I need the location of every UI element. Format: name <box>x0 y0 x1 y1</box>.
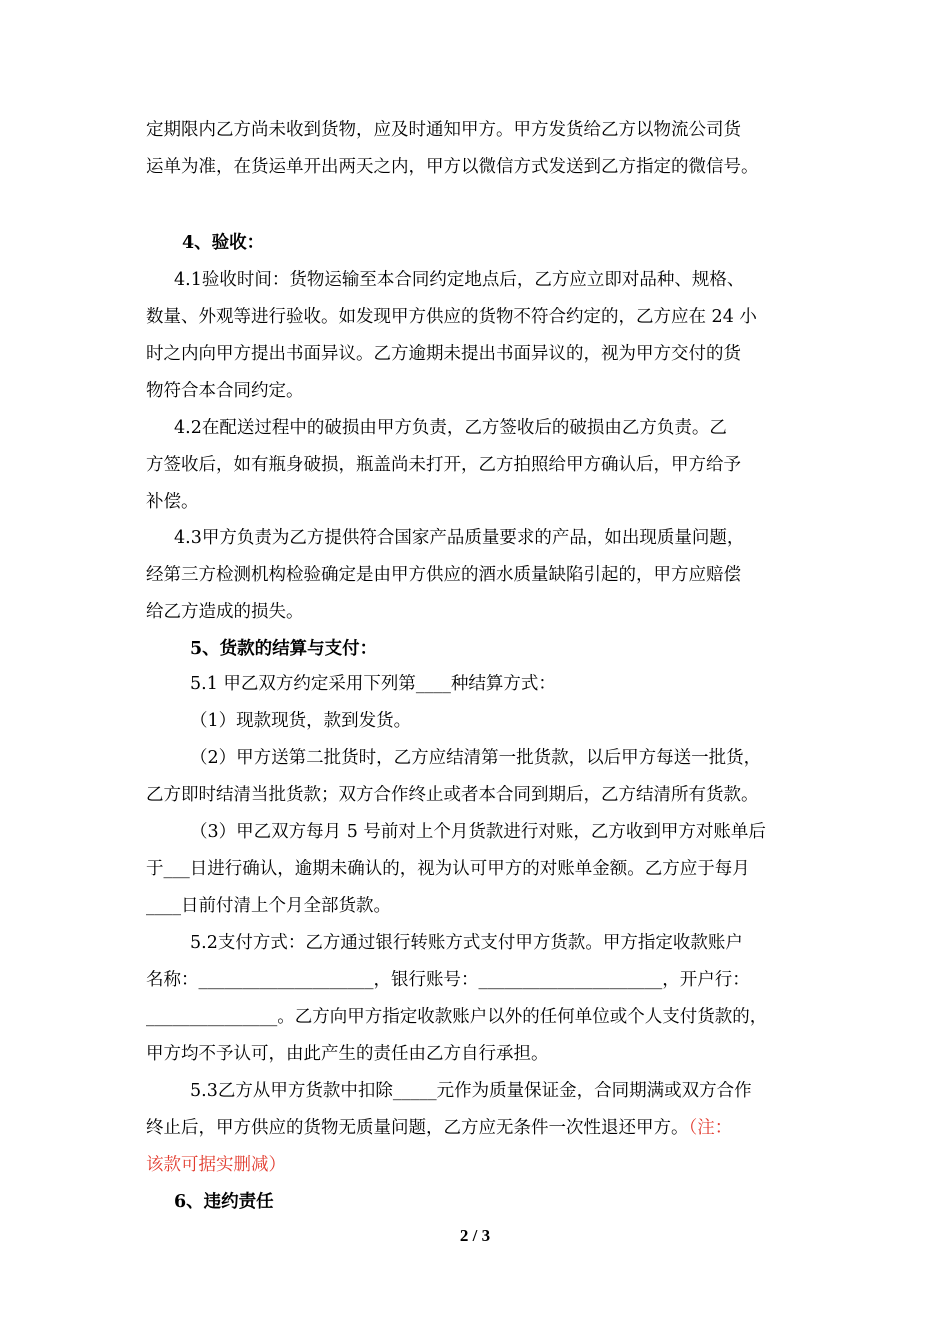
page-number: 2 / 3 <box>459 1226 491 1245</box>
text-line: 定期限内乙方尚未收到货物，应及时通知甲方。甲方发货给乙方以物流公司货 <box>146 120 741 140</box>
text-line: 5.2支付方式：乙方通过银行转账方式支付甲方货款。甲方指定收款账户 <box>190 933 743 953</box>
text-line: 补偿。 <box>146 492 199 512</box>
text-line: 5.3乙方从甲方货款中扣除_____元作为质量保证金，合同期满或双方合作 <box>190 1081 752 1101</box>
text-line: 4.1验收时间：货物运输至本合同约定地点后，乙方应立即对品种、规格、 <box>174 270 745 290</box>
text-line: 于___日进行确认，逾期未确认的，视为认可甲方的对账单金额。乙方应于每月 <box>146 859 750 879</box>
text-line: 方签收后，如有瓶身破损，瓶盖尚未打开，乙方拍照给甲方确认后，甲方给予 <box>146 455 741 475</box>
text-line: 数量、外观等进行验收。如发现甲方供应的货物不符合约定的，乙方应在 24 小 <box>146 307 757 327</box>
text-line: 名称：____________________，银行账号：_____________________，开户行： <box>146 970 750 990</box>
text-line: 物符合本合同约定。 <box>146 381 304 401</box>
text-line: 时之内向甲方提出书面异议。乙方逾期未提出书面异议的，视为甲方交付的货 <box>146 344 741 364</box>
text-line: 经第三方检测机构检验确定是由甲方供应的酒水质量缺陷引起的，甲方应赔偿 <box>146 565 741 585</box>
section-heading-6: 6、违约责任 <box>174 1192 274 1212</box>
text-line: _______________。乙方向甲方指定收款账户以外的任何单位或个人支付货款的， <box>146 1007 768 1027</box>
text-line: 甲方均不予认可，由此产生的责任由乙方自行承担。 <box>146 1044 549 1064</box>
text-line: （3）甲乙双方每月 5 号前对上个月货款进行对账，乙方收到甲方对账单后 <box>190 822 766 842</box>
note-red: （注： <box>688 1118 733 1138</box>
text-line <box>146 1116 732 1140</box>
text-line: 4.2在配送过程中的破损由甲方负责，乙方签收后的破损由乙方负责。乙 <box>174 418 727 438</box>
text-line: 4.3甲方负责为乙方提供符合国家产品质量要求的产品，如出现质量问题， <box>174 528 745 548</box>
text-line: 运单为准，在货运单开出两天之内，甲方以微信方式发送到乙方指定的微信号。 <box>146 157 759 177</box>
text-line: ____日前付清上个月全部货款。 <box>146 896 391 916</box>
text-line: 乙方即时结清当批货款；双方合作终止或者本合同到期后，乙方结清所有货款。 <box>146 785 759 805</box>
text-line: （2）甲方送第二批货时，乙方应结清第一批货款，以后甲方每送一批货， <box>190 748 762 768</box>
text-line: 给乙方造成的损失。 <box>146 602 304 622</box>
text-line: （1）现款现货，款到发货。 <box>190 711 412 731</box>
section-heading-5: 5、货款的结算与支付： <box>190 639 378 659</box>
section-heading-4: 4、验收： <box>182 233 265 253</box>
note-red: 该款可据实删减） <box>146 1155 286 1175</box>
text-line: 5.1 甲乙双方约定采用下列第____种结算方式： <box>190 674 556 694</box>
text-segment: 终止后，甲方供应的货物无质量问题，乙方应无条件一次性退还甲方。 <box>146 1118 689 1138</box>
